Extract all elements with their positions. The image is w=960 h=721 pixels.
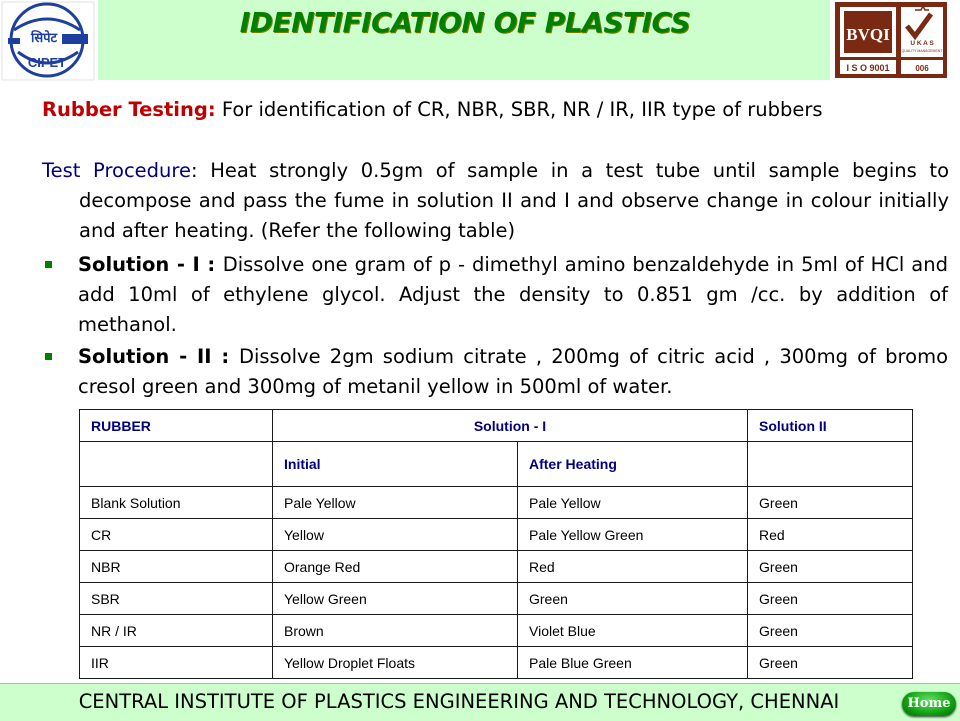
cell-after-heating: Pale Blue Green xyxy=(518,647,748,679)
rubber-testing-paragraph xyxy=(42,95,949,125)
svg-text:I S O 9001: I S O 9001 xyxy=(846,63,890,73)
svg-text:BVQI: BVQI xyxy=(846,25,890,44)
table-row xyxy=(80,615,913,647)
page-title: IDENTIFICATION OF PLASTICS xyxy=(239,6,691,39)
cell-solution-2: Green xyxy=(748,487,913,519)
table-subheader-row xyxy=(80,442,913,487)
svg-text:U K A S: U K A S xyxy=(910,40,934,47)
cell-initial: Brown xyxy=(273,615,518,647)
cell-solution-2: Green xyxy=(748,615,913,647)
cell-after-heating: Green xyxy=(518,583,748,615)
cell-initial: Yellow xyxy=(273,519,518,551)
cell-rubber: NR / IR xyxy=(80,615,273,647)
subheader-empty xyxy=(80,442,273,487)
test-procedure-paragraph xyxy=(42,156,949,246)
cell-rubber: SBR xyxy=(80,583,273,615)
svg-text:QUALITY MANAGEMENT: QUALITY MANAGEMENT xyxy=(901,49,943,53)
cell-initial: Orange Red xyxy=(273,551,518,583)
cell-after-heating: Red xyxy=(518,551,748,583)
subheader-after-heating: After Heating xyxy=(518,442,748,487)
table-row xyxy=(80,647,913,679)
table-row xyxy=(80,487,913,519)
footer-text: CENTRAL INSTITUTE OF PLASTICS ENGINEERING AND TECHNOLOGY, CHENNAI xyxy=(78,690,840,713)
cell-initial: Yellow Droplet Floats xyxy=(273,647,518,679)
cell-initial: Yellow Green xyxy=(273,583,518,615)
header-solution-1: Solution - I xyxy=(273,410,748,442)
subheader-initial: Initial xyxy=(273,442,518,487)
cell-solution-2: Red xyxy=(748,519,913,551)
bullet-icon xyxy=(45,261,52,268)
certification-badge xyxy=(835,2,947,78)
solution-1-label: Solution - I : xyxy=(78,253,223,276)
header-solution-2: Solution II xyxy=(748,410,913,442)
rubber-testing-label: Rubber Testing: xyxy=(42,98,216,121)
home-button[interactable]: Home xyxy=(902,692,956,716)
footer xyxy=(0,683,960,721)
rubber-identification-table xyxy=(79,409,913,679)
table-row xyxy=(80,519,913,551)
cell-rubber: IIR xyxy=(80,647,273,679)
cell-initial: Pale Yellow xyxy=(273,487,518,519)
cell-rubber: CR xyxy=(80,519,273,551)
table-row xyxy=(80,551,913,583)
test-procedure-text: : Heat strongly 0.5gm of sample in a test tube until sample begins to decompose and pass the fume in solution II and I and observe change in colour initially and after heating. (Refer the following table) xyxy=(79,159,950,242)
cell-solution-2: Green xyxy=(748,647,913,679)
table-row xyxy=(80,583,913,615)
cell-rubber: Blank Solution xyxy=(80,487,273,519)
cell-after-heating: Pale Yellow Green xyxy=(518,519,748,551)
cell-rubber: NBR xyxy=(80,551,273,583)
header-rubber: RUBBER xyxy=(80,410,273,442)
cell-solution-2: Green xyxy=(748,551,913,583)
bullet-icon xyxy=(45,353,52,360)
svg-text:CIPET: CIPET xyxy=(27,55,67,70)
solution-2-bullet xyxy=(42,342,948,402)
svg-text:सिपेट: सिपेट xyxy=(30,31,58,46)
solution-2-label: Solution - II : xyxy=(78,345,239,368)
solution-2-text: Dissolve 2gm sodium citrate , 200mg of citric acid , 300mg of bromo cresol green and 300mg of metanil yellow in 500ml of water. xyxy=(78,345,948,398)
rubber-testing-text: For identification of CR, NBR, SBR, NR / IR, IIR type of rubbers xyxy=(215,98,823,121)
test-procedure-label: Test Procedure xyxy=(42,159,192,182)
cell-solution-2: Green xyxy=(748,583,913,615)
cell-after-heating: Violet Blue xyxy=(518,615,748,647)
cell-after-heating: Pale Yellow xyxy=(518,487,748,519)
subheader-empty xyxy=(748,442,913,487)
solution-1-bullet xyxy=(42,250,948,340)
svg-text:006: 006 xyxy=(915,64,929,73)
solution-1-text: Dissolve one gram of p - dimethyl amino benzaldehyde in 5ml of HCl and add 10ml of ethylene glycol. Adjust the density to 0.851 gm /cc. by addition of methanol. xyxy=(78,253,948,336)
table-header-row xyxy=(80,410,913,442)
